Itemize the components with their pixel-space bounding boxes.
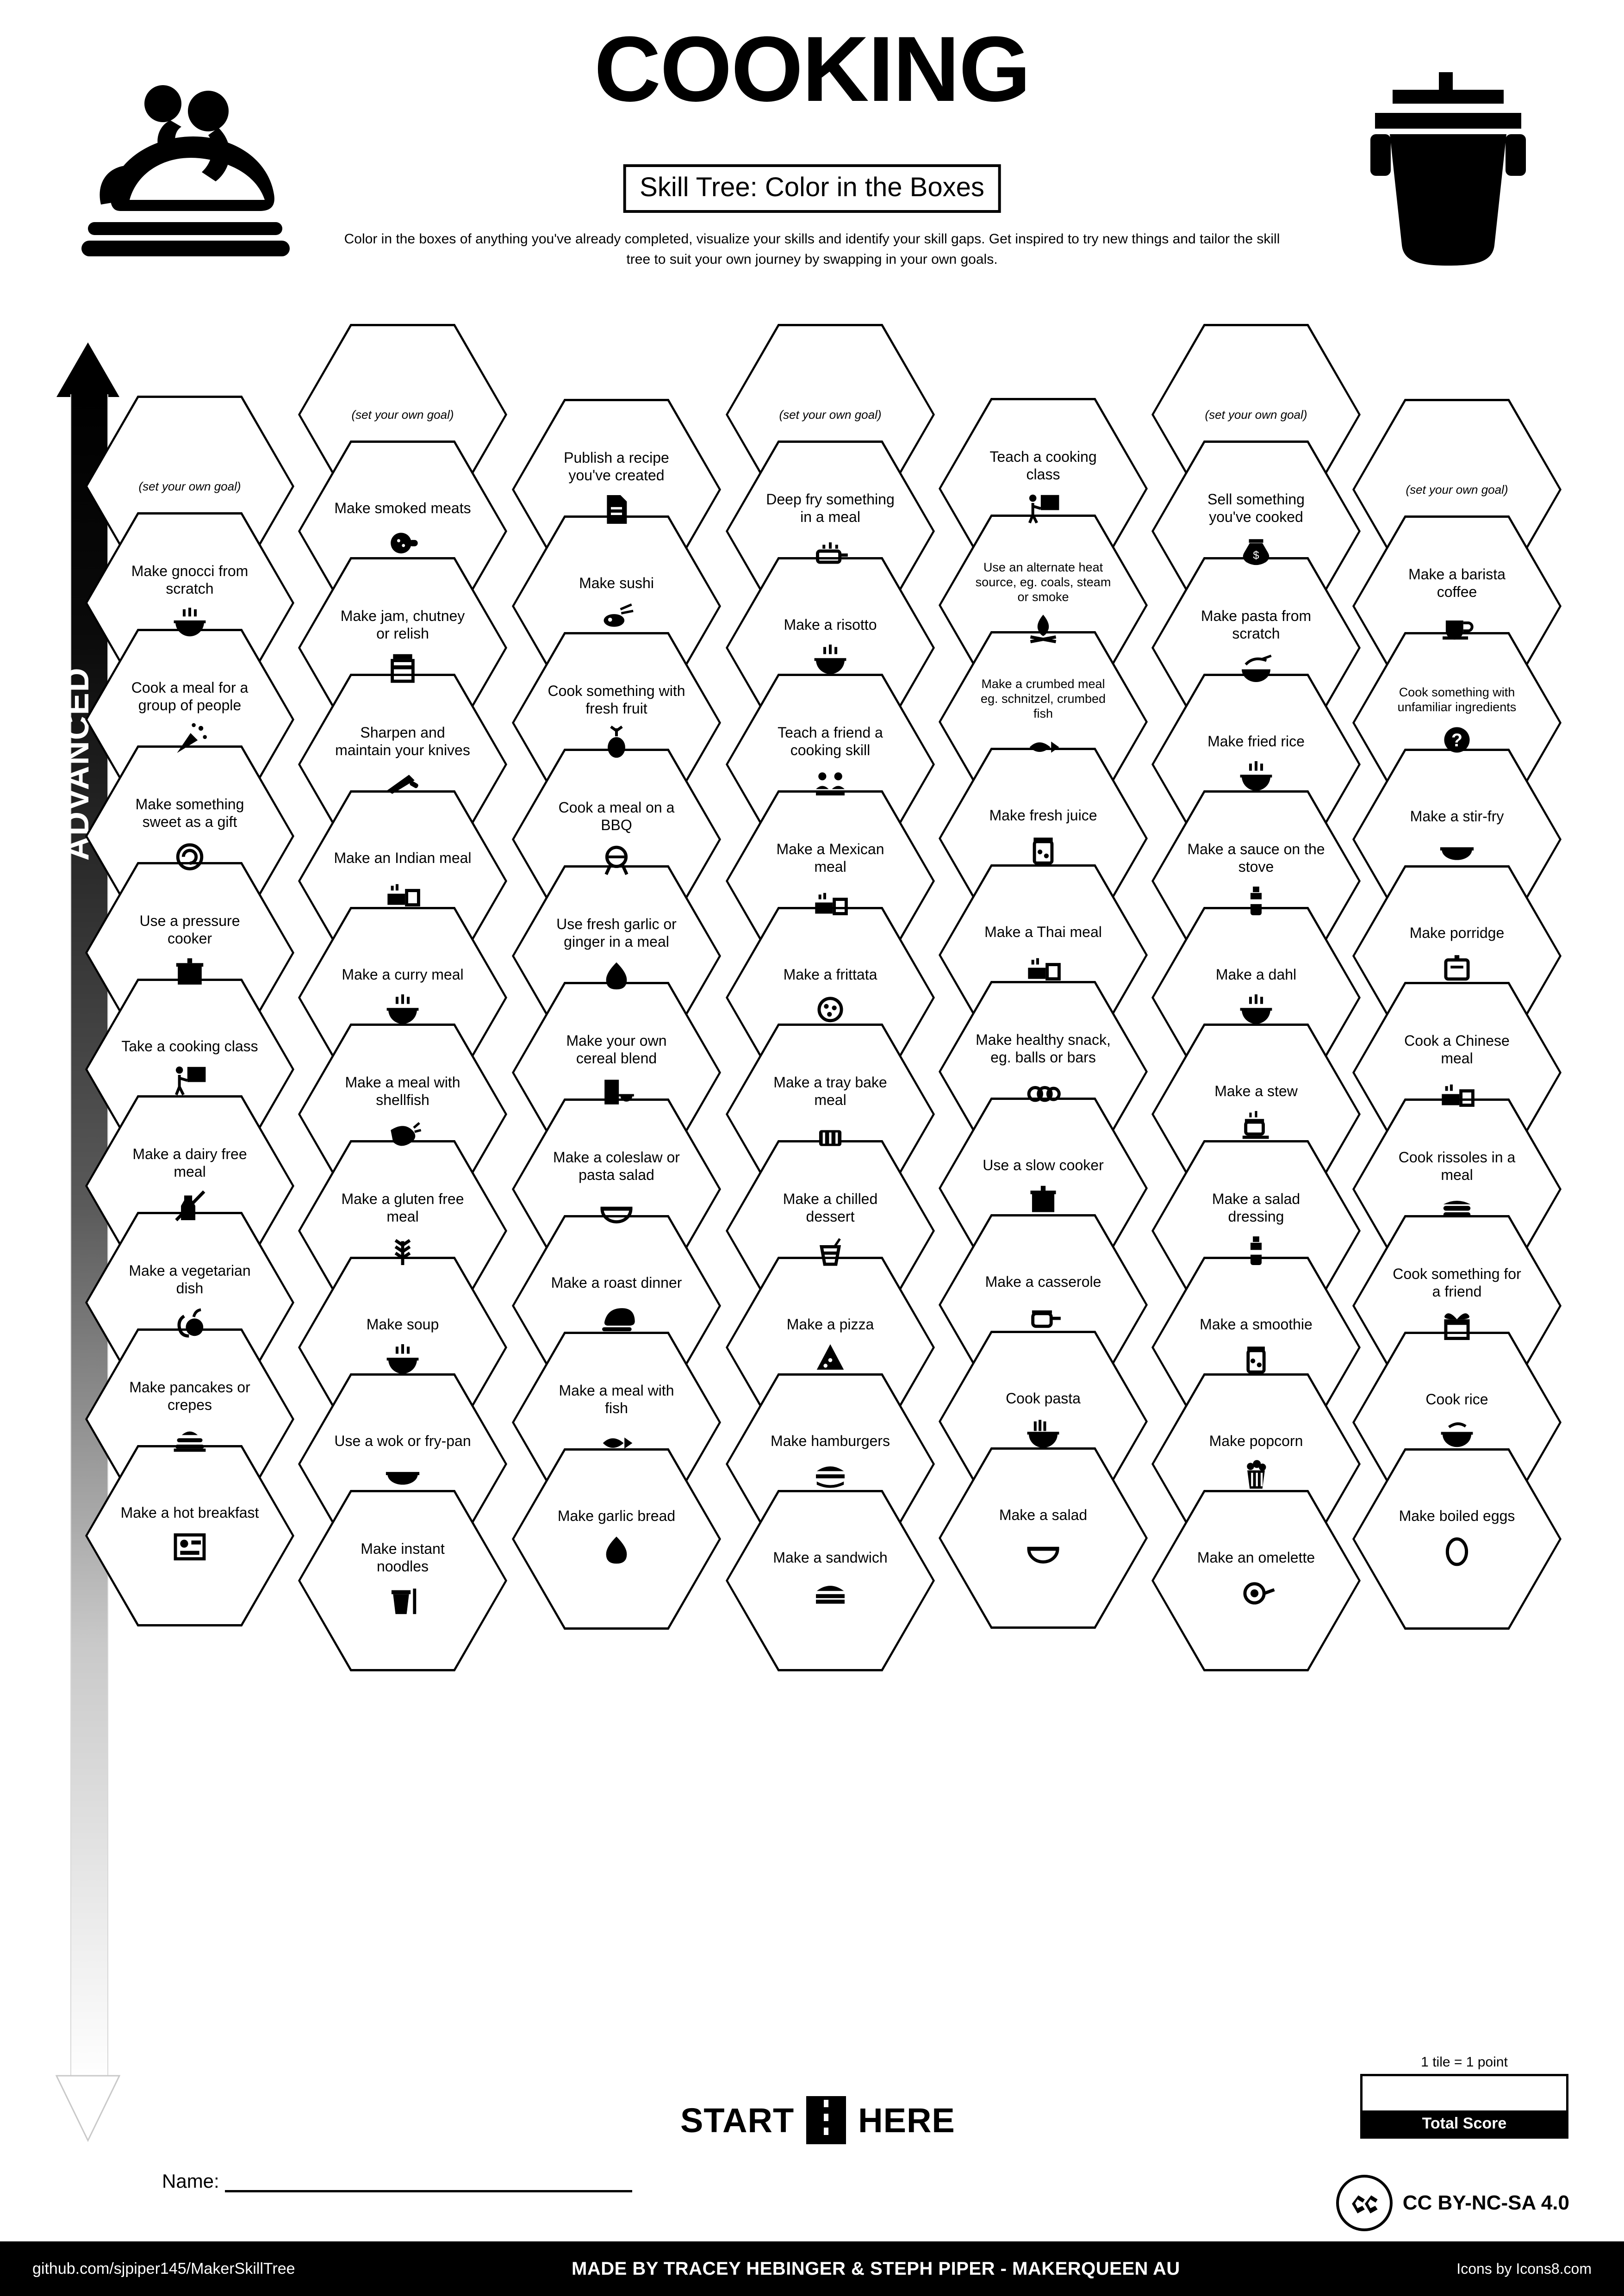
tile-content xyxy=(1388,566,1526,646)
tile-label: Make hamburgers xyxy=(771,1433,890,1450)
cinnamon-roll-icon xyxy=(170,836,210,876)
tile-content xyxy=(1388,1508,1526,1570)
tile-content xyxy=(761,724,900,805)
tile-content xyxy=(761,491,900,571)
tile-content xyxy=(547,683,686,763)
tile-content xyxy=(333,1433,472,1496)
tile-label: Cook pasta xyxy=(1006,1390,1081,1407)
footer-credits: MADE BY TRACEY HEBINGER & STEPH PIPER - MAKERQUEEN AU xyxy=(572,2258,1180,2279)
tile-content xyxy=(1187,1549,1325,1612)
tile-content xyxy=(547,1032,686,1113)
porridge-bowl-icon xyxy=(1437,947,1477,987)
tile-content xyxy=(1187,1433,1325,1496)
tile-content xyxy=(547,1382,686,1463)
page-subtitle: Skill Tree: Color in the Boxes xyxy=(623,164,1001,213)
salad-bowl-icon xyxy=(597,1189,636,1229)
money-bag-icon xyxy=(1236,531,1276,571)
egg-icon xyxy=(1437,1530,1477,1570)
tile-label: Make an omelette xyxy=(1197,1549,1315,1566)
tile-content xyxy=(1388,808,1526,871)
tile-content xyxy=(1187,491,1325,571)
tile-label: Make a risotto xyxy=(784,616,877,633)
pancakes-icon xyxy=(170,1419,210,1459)
road-icon xyxy=(806,2096,846,2144)
tile-label: Make a curry meal xyxy=(342,966,464,983)
deep-fryer-icon xyxy=(810,531,850,571)
score-note: 1 tile = 1 point xyxy=(1421,2054,1508,2070)
tile-content xyxy=(1388,1391,1526,1454)
tile-content xyxy=(120,1146,259,1226)
tile-label: Sell something you've cooked xyxy=(1207,491,1305,525)
gift-icon xyxy=(1437,1305,1477,1346)
tile-content xyxy=(1388,1032,1526,1113)
tile-content xyxy=(120,1262,259,1343)
creative-commons-icon xyxy=(1336,2175,1393,2231)
curry-tray-icon xyxy=(383,872,423,912)
tile-content xyxy=(333,500,472,563)
tile-content xyxy=(547,575,686,638)
axis-label-advanced: ADVANCED xyxy=(59,667,96,861)
steaming-bowl-icon xyxy=(1236,755,1276,796)
instant-noodles-icon xyxy=(383,1580,423,1621)
tile-content xyxy=(1187,608,1325,688)
tile-content xyxy=(1187,733,1325,796)
pasta-bowl-icon xyxy=(1023,1412,1063,1453)
question-mark-icon xyxy=(1437,720,1477,760)
sushi-icon xyxy=(597,597,636,638)
rissoles-icon xyxy=(1437,1189,1477,1229)
tile-content xyxy=(1388,685,1526,760)
tile-label: Use a wok or fry-pan xyxy=(334,1433,471,1450)
tile-content xyxy=(1187,841,1325,921)
tile-label: Make a gluten free meal xyxy=(341,1191,464,1225)
jam-jar-icon xyxy=(383,647,423,688)
tile-goal-placeholder: (set your own goal) xyxy=(1406,482,1508,496)
document-icon xyxy=(597,489,636,530)
tile-goal-placeholder: (set your own goal) xyxy=(351,407,454,422)
slow-cooker-icon xyxy=(1023,1179,1063,1220)
noodles-icon xyxy=(1236,647,1276,688)
tile-content xyxy=(120,1504,259,1567)
score-panel xyxy=(1360,2054,1568,2139)
tile-content xyxy=(1187,1316,1325,1379)
frittata-icon xyxy=(810,988,850,1029)
skill-tile[interactable] xyxy=(512,1448,721,1630)
sauce-bottle-icon xyxy=(1236,881,1276,921)
tile-content xyxy=(761,1433,900,1496)
garlic-icon xyxy=(597,956,636,996)
tile-content xyxy=(1187,408,1325,422)
footer-icons-credit[interactable]: Icons by Icons8.com xyxy=(1456,2260,1592,2277)
tile-content xyxy=(333,1316,472,1379)
tile-content xyxy=(547,1508,686,1570)
tile-label: Make a crumbed meal eg. schnitzel, crumbed fish xyxy=(980,677,1106,720)
tile-label: Make gnocci from scratch xyxy=(131,563,249,597)
license-text: CC BY-NC-SA 4.0 xyxy=(1402,2191,1569,2214)
tile-content xyxy=(333,408,472,422)
skill-tile[interactable] xyxy=(1352,1448,1562,1630)
tile-label: Make a salad xyxy=(999,1507,1088,1524)
tile-content xyxy=(761,1316,900,1379)
tile-content xyxy=(974,1507,1113,1570)
soup-bowl-icon xyxy=(383,1338,423,1379)
tile-content xyxy=(1388,925,1526,987)
tile-content xyxy=(974,1390,1113,1453)
tile-content xyxy=(974,560,1113,650)
tile-content xyxy=(333,1191,472,1271)
tile-label: Deep fry something in a meal xyxy=(766,491,895,525)
tile-label: Use a slow cooker xyxy=(983,1157,1104,1174)
no-milk-icon xyxy=(170,1185,210,1226)
svg-text:$: $ xyxy=(1253,549,1259,562)
steaming-bowl-icon xyxy=(383,988,423,1029)
tile-content xyxy=(761,1549,900,1612)
tile-label: Make a barista coffee xyxy=(1408,566,1506,600)
bowl-icon xyxy=(170,602,210,643)
tile-content xyxy=(1388,1149,1526,1229)
casserole-pot-icon xyxy=(1023,1296,1063,1336)
tile-label: Make a frittata xyxy=(783,966,877,983)
tile-content xyxy=(974,677,1113,767)
tile-content xyxy=(761,408,900,422)
tile-content xyxy=(120,796,259,876)
tile-content xyxy=(761,616,900,679)
juice-jar-icon xyxy=(1023,829,1063,870)
start-here-marker xyxy=(680,2096,955,2144)
tile-label: Make a salad dressing xyxy=(1212,1191,1300,1225)
omelette-pan-icon xyxy=(1236,1571,1276,1612)
pineapple-icon xyxy=(597,722,636,763)
tile-label: Make a smoothie xyxy=(1200,1316,1313,1333)
tile-content xyxy=(120,563,259,643)
tile-label: Make fried rice xyxy=(1207,733,1305,750)
tile-content xyxy=(547,449,686,530)
tile-content xyxy=(120,679,259,760)
here-word: HERE xyxy=(858,2101,955,2140)
tile-label: Cook something with fresh fruit xyxy=(548,683,685,717)
tile-label: Make a coleslaw or pasta salad xyxy=(553,1149,680,1183)
tile-label: Sharpen and maintain your knives xyxy=(335,724,470,758)
shrimp-icon xyxy=(383,1114,423,1154)
pizza-slice-icon xyxy=(810,1338,850,1379)
tile-content xyxy=(120,912,259,993)
tile-label: Make a roast dinner xyxy=(551,1274,682,1291)
wok-icon xyxy=(383,1455,423,1496)
total-score-label: Total Score xyxy=(1363,2110,1566,2136)
tile-content xyxy=(120,1038,259,1101)
tile-goal-placeholder: (set your own goal) xyxy=(1205,407,1307,422)
tile-label: Make a Mexican meal xyxy=(776,841,884,875)
tile-label: Make boiled eggs xyxy=(1399,1508,1515,1525)
tile-label: Make a stew xyxy=(1214,1083,1298,1100)
page-title: COOKING xyxy=(594,18,1030,121)
pressure-cooker-icon xyxy=(170,952,210,993)
tile-label: Cook a meal on a BBQ xyxy=(558,799,675,833)
tile-content xyxy=(120,479,259,494)
tile-content xyxy=(761,1074,900,1154)
tile-content xyxy=(1187,966,1325,1029)
dressing-bottle-icon xyxy=(1236,1230,1276,1271)
tile-goal-placeholder: (set your own goal) xyxy=(779,407,882,422)
tile-label: Use a pressure cooker xyxy=(139,912,240,947)
fish-icon xyxy=(597,1422,636,1463)
tile-label: Make a meal with shellfish xyxy=(345,1074,460,1108)
thai-tray-icon xyxy=(1023,946,1063,987)
tile-label: Make popcorn xyxy=(1209,1433,1303,1450)
garlic-bulb-icon xyxy=(597,1530,636,1570)
tile-content xyxy=(1388,483,1526,497)
skill-tile[interactable] xyxy=(1151,1490,1361,1671)
burger-icon xyxy=(810,1455,850,1496)
page-blurb: Color in the boxes of anything you've already completed, visualize your skills and identify your skill gaps. Get inspired to try new things and tailor the skill tree to suit your own journey by swapping in your own goals. xyxy=(344,231,1280,267)
tile-label: Cook a Chinese meal xyxy=(1404,1032,1510,1067)
tile-label: Cook something with unfamiliar ingredients xyxy=(1397,685,1517,714)
tile-content xyxy=(333,1540,472,1621)
tile-label: Make porridge xyxy=(1409,925,1505,942)
steaming-bowl-icon xyxy=(1236,988,1276,1029)
skill-tile[interactable] xyxy=(939,1447,1148,1629)
rice-bowl-icon xyxy=(1437,1413,1477,1454)
chef-knife-icon xyxy=(383,764,423,805)
tile-content xyxy=(1187,1191,1325,1271)
dessert-cup-icon xyxy=(810,1230,850,1271)
tile-label: Make a meal with fish xyxy=(559,1382,674,1416)
tile-label: Teach a cooking class xyxy=(989,448,1097,483)
bbq-grill-icon xyxy=(597,839,636,880)
cereal-box-icon xyxy=(597,1072,636,1113)
roast-chicken-icon xyxy=(597,1297,636,1337)
tile-label: Make a dairy free meal xyxy=(132,1146,247,1180)
tile-content xyxy=(974,1031,1113,1112)
tile-label: Make smoked meats xyxy=(334,500,471,517)
baking-tray-icon xyxy=(810,1114,850,1154)
name-input-rule[interactable] xyxy=(225,2185,632,2192)
steaming-bowl-icon xyxy=(810,639,850,679)
tile-content xyxy=(974,448,1113,529)
tile-label: Teach a friend a cooking skill xyxy=(778,724,883,758)
vegetables-icon xyxy=(170,1302,210,1343)
tile-label: Make a chilled dessert xyxy=(783,1191,878,1225)
sandwich-icon xyxy=(810,1571,850,1612)
tile-label: Make a pizza xyxy=(786,1316,874,1333)
license-block xyxy=(1336,2175,1569,2231)
axis-arrow-head xyxy=(56,342,119,397)
score-box[interactable] xyxy=(1360,2074,1568,2139)
tile-label: Make a stir-fry xyxy=(1410,808,1504,825)
tile-content xyxy=(1388,1266,1526,1346)
tile-label: Make an Indian meal xyxy=(334,850,472,867)
axis-arrow-tail xyxy=(56,2073,120,2142)
tile-content xyxy=(761,966,900,1029)
campfire-icon xyxy=(1023,609,1063,650)
two-people-icon xyxy=(810,764,850,805)
tile-label: Make a tray bake meal xyxy=(773,1074,887,1108)
stir-fry-bowl-icon xyxy=(1437,830,1477,871)
tile-content xyxy=(974,924,1113,987)
tile-label: Make healthy snack, eg. balls or bars xyxy=(976,1031,1111,1066)
tile-content xyxy=(974,1273,1113,1336)
tile-label: Make a hot breakfast xyxy=(120,1504,259,1521)
stew-pot-icon xyxy=(1236,1105,1276,1146)
tile-content xyxy=(547,916,686,996)
smoothie-jar-icon xyxy=(1236,1338,1276,1379)
tile-label: Take a cooking class xyxy=(121,1038,258,1055)
skill-tile[interactable] xyxy=(298,1490,507,1671)
tile-label: Make pancakes or crepes xyxy=(129,1379,250,1413)
footer-github-link[interactable]: github.com/sjpiper145/MakerSkillTree xyxy=(32,2259,295,2277)
tile-content xyxy=(547,1274,686,1337)
tile-content xyxy=(761,1191,900,1271)
tile-label: Cook rice xyxy=(1425,1391,1488,1408)
snack-balls-icon xyxy=(1023,1071,1063,1112)
tile-content xyxy=(761,841,900,921)
tile-goal-placeholder: (set your own goal) xyxy=(138,479,241,493)
tile-content xyxy=(1187,1083,1325,1146)
taco-tray-icon xyxy=(810,881,850,921)
skill-tile[interactable] xyxy=(726,1490,935,1671)
start-word: START xyxy=(680,2101,795,2140)
tile-label: Publish a recipe you've created xyxy=(564,449,669,484)
tile-content xyxy=(547,1149,686,1229)
coffee-cup-icon xyxy=(1437,606,1477,646)
tile-label: Cook rissoles in a meal xyxy=(1398,1149,1516,1183)
tile-label: Make instant noodles xyxy=(361,1540,445,1575)
name-field[interactable] xyxy=(162,2170,632,2192)
tile-label: Make a sandwich xyxy=(773,1549,888,1566)
teacher-board-icon xyxy=(1023,488,1063,529)
tile-content xyxy=(333,1074,472,1154)
footer-bar xyxy=(0,2241,1624,2296)
tile-content xyxy=(974,1157,1113,1220)
party-popper-icon xyxy=(170,719,210,760)
wheat-icon xyxy=(383,1230,423,1271)
smoked-ham-icon xyxy=(383,522,423,563)
tile-label: Cook a meal for a group of people xyxy=(131,679,249,714)
tile-label: Make a dahl xyxy=(1215,966,1297,983)
tile-content xyxy=(974,807,1113,870)
skill-tile[interactable] xyxy=(85,1445,294,1626)
tile-content xyxy=(333,608,472,688)
tile-content xyxy=(547,799,686,880)
popcorn-icon xyxy=(1236,1455,1276,1496)
tile-label: Make soup xyxy=(366,1316,439,1333)
tile-label: Make fresh juice xyxy=(989,807,1097,824)
svg-text:?: ? xyxy=(1451,730,1463,751)
tile-label: Make your own cereal blend xyxy=(566,1032,667,1067)
tile-label: Make jam, chutney or relish xyxy=(340,608,465,642)
tile-content xyxy=(333,966,472,1029)
tile-content xyxy=(333,724,472,805)
crumbed-fish-icon xyxy=(1023,726,1063,767)
breakfast-plate-icon xyxy=(170,1527,210,1567)
name-label: Name: xyxy=(162,2170,219,2192)
tile-label: Make a sauce on the stove xyxy=(1187,841,1325,875)
teacher-board-icon xyxy=(170,1060,210,1101)
tile-label: Make a Thai meal xyxy=(984,924,1102,941)
tile-content xyxy=(333,850,472,912)
tile-label: Make something sweet as a gift xyxy=(135,796,244,830)
tile-label: Make garlic bread xyxy=(557,1508,676,1525)
tile-content xyxy=(120,1379,259,1459)
chinese-tray-icon xyxy=(1437,1072,1477,1113)
tile-label: Cook something for a friend xyxy=(1393,1266,1521,1300)
tile-label: Use an alternate heat source, eg. coals, steam or smoke xyxy=(975,560,1111,604)
tile-label: Make sushi xyxy=(579,575,654,592)
tile-label: Make a vegetarian dish xyxy=(129,1262,251,1297)
salad-bowl-icon xyxy=(1023,1529,1063,1570)
tile-label: Use fresh garlic or ginger in a meal xyxy=(556,916,677,950)
tile-label: Make a casserole xyxy=(985,1273,1101,1291)
tile-label: Make pasta from scratch xyxy=(1201,608,1312,642)
